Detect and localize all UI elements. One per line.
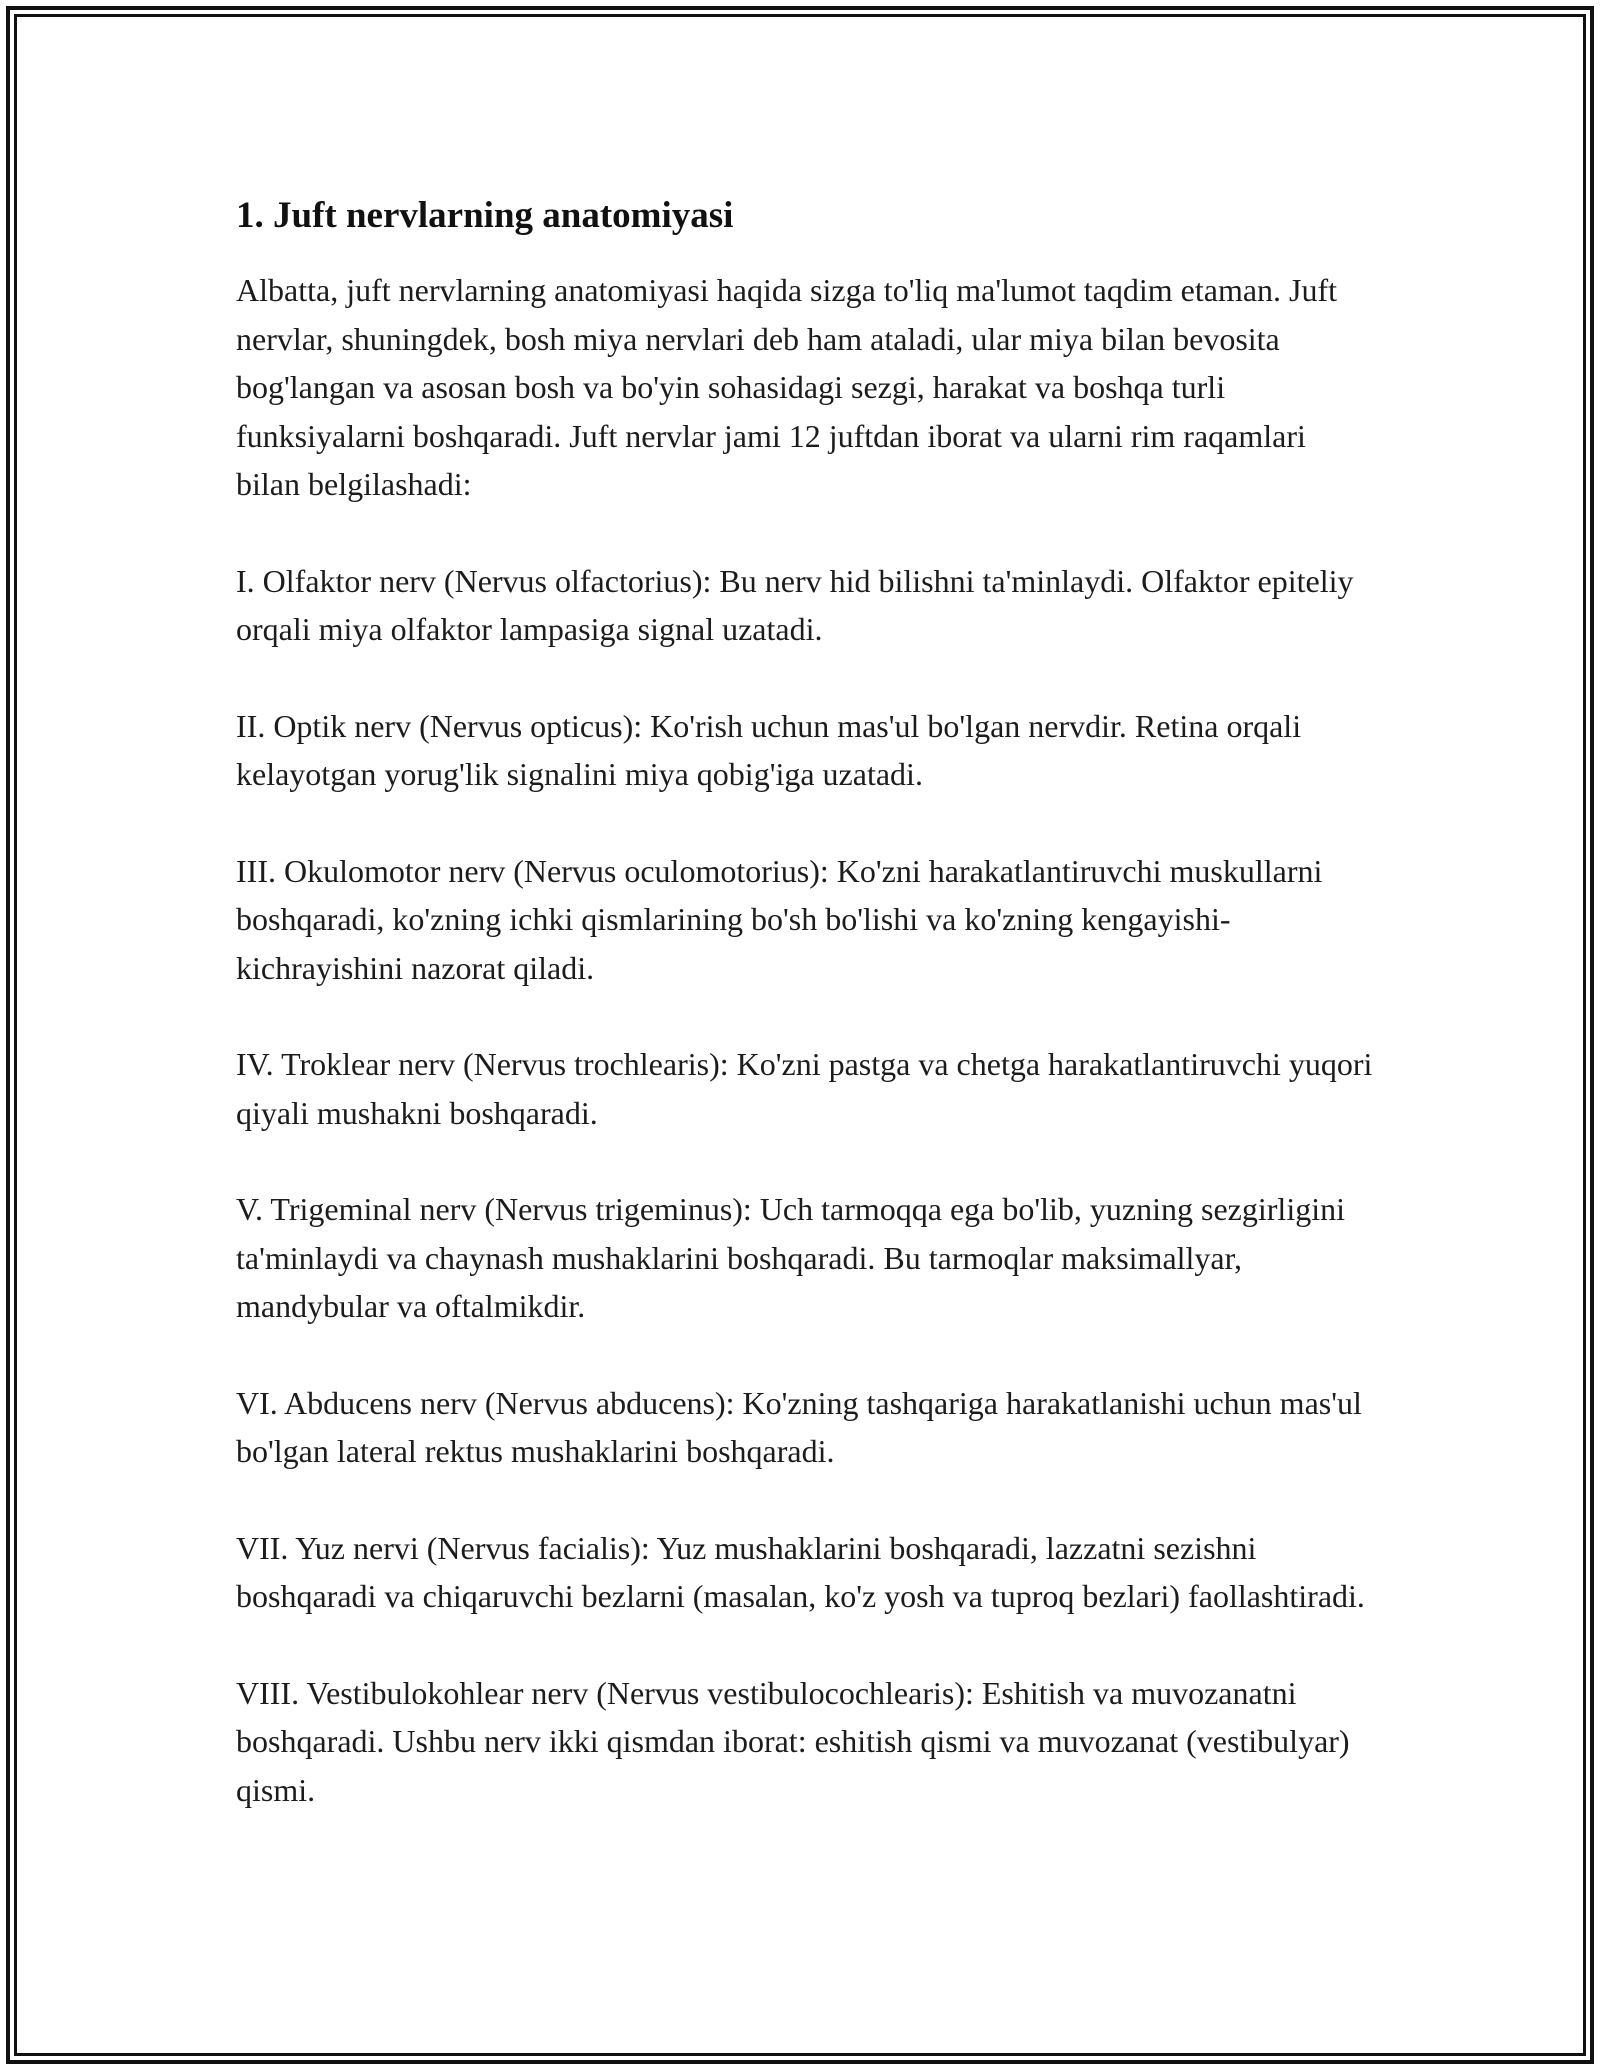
document-body xyxy=(236,186,1376,1862)
nerve-paragraph-trochlear: IV. Troklear nerv (Nervus trochlearis): Ko'zni pastga va chetga harakatlantiruvchi yuqori qiyali mushakni boshqaradi. xyxy=(236,1046,1373,1131)
nerve-paragraph-trigeminal: V. Trigeminal nerv (Nervus trigeminus): Uch tarmoqqa ega bo'lib, yuzning sezgirligini ta'minlaydi va chaynash mushaklarini boshqaradi. Bu tarmoqlar maksimallyar, mandybular va oftalmikdir. xyxy=(236,1191,1345,1324)
nerve-paragraph-abducens: VI. Abducens nerv (Nervus abducens): Ko'zning tashqariga harakatlanishi uchun mas'ul bo'lgan lateral rektus mushaklarini boshqaradi. xyxy=(236,1384,1362,1469)
intro-paragraph: Albatta, juft nervlarning anatomiyasi haqida sizga to'liq ma'lumot taqdim etaman. Juft nervlar, shuningdek, bosh miya nervlari deb ham ataladi, ular miya bilan bevosita bog'langan va asosan bosh va bo'yin sohasidagi sezgi, harakat va boshqa turli funksiyalarni boshqaradi. Juft nervlar jami 12 juftdan iborat va ularni rim raqamlari bilan belgilashadi: xyxy=(236,272,1338,502)
nerve-paragraph-oculomotor: III. Okulomotor nerv (Nervus oculomotorius): Ko'zni harakatlantiruvchi muskullarni boshqaradi, ko'zning ichki qismlarining bo'sh bo'lishi va ko'zning kengayishi-kichrayishini nazorat qiladi. xyxy=(236,852,1323,986)
nerve-paragraph-facial: VII. Yuz nervi (Nervus facialis): Yuz mushaklarini boshqaradi, lazzatni sezishni boshqaradi va chiqaruvchi bezlarni (masalan, ko'z yosh va tuproq bezlari) faollashtiradi. xyxy=(236,1529,1365,1614)
nerve-paragraph-olfactory: I. Olfaktor nerv (Nervus olfactorius): Bu nerv hid bilishni ta'minlaydi. Olfaktor epiteliy orqali miya olfaktor lampasiga signal uzatadi. xyxy=(236,562,1354,647)
section-title: 1. Juft nervlarning anatomiyasi xyxy=(236,195,734,236)
nerve-paragraph-vestibulocochlear: VIII. Vestibulokohlear nerv (Nervus vestibulocochlearis): Eshitish va muvozanatni boshqaradi. Ushbu nerv ikki qismdan iborat: eshitish qismi va muvozanat (vestibulyar) qismi. xyxy=(236,1674,1350,1808)
nerve-paragraph-optic: II. Optik nerv (Nervus opticus): Ko'rish uchun mas'ul bo'lgan nervdir. Retina orqali kelayotgan yorug'lik signalini miya qobig'iga uzatadi. xyxy=(236,707,1302,792)
